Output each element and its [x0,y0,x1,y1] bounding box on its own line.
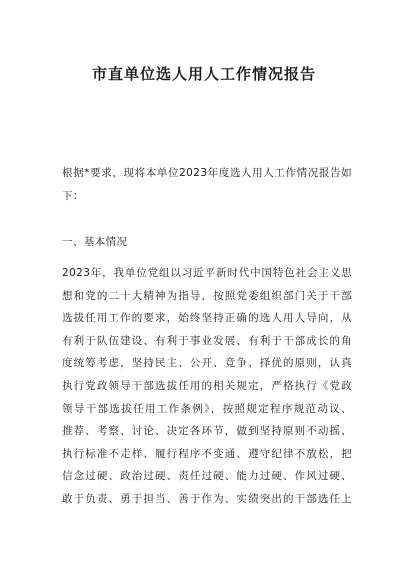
intro-line: 根据*要求，现将本单位2023年度选人用人工作情况报告如 [62,167,352,179]
body-line: 2023年，我单位党组以习近平新时代中国特色社会主义思 [62,267,352,279]
body-line: 执行党政领导干部选拔任用的相关规定，严格执行《党政 [62,379,352,392]
body-line: 选拔任用工作的要求，始终坚持正确的选人用人导向，从 [62,312,352,325]
body-line: 推荐、考察、讨论、决定各环节，做到坚持原则不动摇、 [62,425,352,438]
body-line: 度统筹考虑，坚持民主、公开、竞争、择优的原则，认真 [62,357,352,370]
body-line: 有利于队伍建设、有利于事业发展、有利于干部成长的角 [62,334,352,347]
body-line: 敢于负责、勇于担当、善于作为、实绩突出的干部选任上 [62,492,352,505]
section-heading-text: 一、基本情况 [62,236,128,248]
body-line: 领导干部选拔任用工作条例》，按照规定程序规范动议、 [62,402,352,415]
intro-line: 下： [62,189,84,202]
section-heading [62,231,352,254]
body-line: 信念过硬、政治过硬、责任过硬、能力过硬、作风过硬、 [62,470,352,483]
body-paragraph [62,262,352,511]
intro-paragraph [62,162,352,207]
body-line: 想和党的二十大精神为指导，按照党委组织部门关于干部 [62,289,352,302]
body-line: 执行标准不走样、履行程序不变通、遵守纪律不放松，把 [62,447,352,460]
document-title: 市直单位选人用人工作情况报告 [91,65,316,83]
